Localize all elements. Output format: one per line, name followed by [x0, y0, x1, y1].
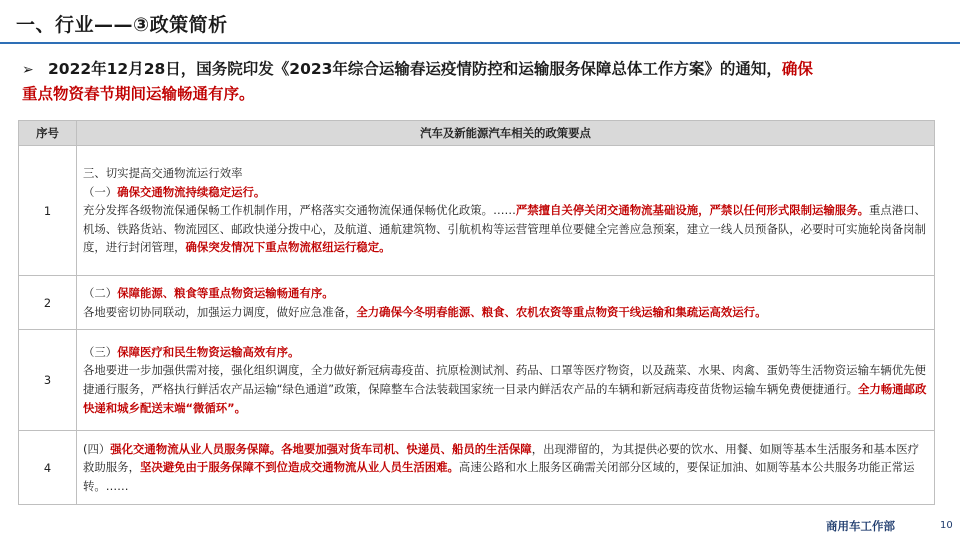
policy-table	[18, 120, 935, 505]
header-policy: 汽车及新能源汽车相关的政策要点	[77, 121, 935, 146]
table-header-row	[19, 121, 935, 146]
body-highlight: 全力畅通邮政快递和城乡配送末端“微循环”。	[83, 382, 927, 415]
body-highlight: 坚决避免由于服务保障不到位造成交通物流从业人员生活困难。	[139, 460, 459, 475]
body-text: ，出现滞留的，为其提供必要的饮水、用餐、如厕等基本生活服务和基本医疗救助服务，	[83, 441, 919, 475]
item-body	[83, 361, 928, 417]
table-row	[19, 276, 935, 330]
bullet-highlight-2: 重点物资春节期间运输畅通有序。	[22, 85, 255, 103]
item-title: 保障能源、粮食等重点物资运输畅通有序。	[117, 285, 334, 300]
page-number: 10	[940, 520, 953, 531]
row-content	[77, 330, 935, 431]
body-text: 重点港口、机场、铁路货站、物流园区、邮政快递分拨中心，及航道、通航建筑物、引航机构等运营管理单位要健全完善应急预案，建立一线人员预备队，必要时可实施轮岗备岗制度，进行封闭管理，	[83, 203, 926, 255]
body-highlight: 严禁擅自关停关闭交通物流基础设施，严禁以任何形式限制运输服务。	[515, 203, 869, 218]
row-content	[77, 431, 935, 505]
item-heading	[83, 284, 928, 303]
item-prefix: （一）	[83, 184, 118, 199]
table-row	[19, 330, 935, 431]
item-title: 确保交通物流持续稳定运行。	[117, 184, 266, 199]
row-number: 3	[19, 330, 77, 431]
item-title: 保障医疗和民生物资运输高效有序。	[117, 344, 300, 359]
item-heading	[83, 343, 928, 362]
bullet-text: 2022年12月28日，国务院印发《2023年综合运输春运疫情防控和运输服务保障总体工作方案》的通知，	[48, 60, 782, 78]
row-content	[77, 146, 935, 276]
footer-department: 商用车工作部	[826, 519, 895, 533]
arrow-bullet-icon: ➢	[22, 62, 34, 78]
item-prefix: （二）	[83, 285, 118, 300]
section-heading: 三、切实提高交通物流运行效率	[83, 166, 243, 181]
item-title: 强化交通物流从业人员服务保障。各地要加强对货车司机、快递员、船员的生活保障	[110, 441, 532, 456]
title-divider	[0, 42, 960, 44]
body-text: 各地要密切协同联动，加强运力调度，做好应急准备，	[83, 304, 357, 319]
body-text: 充分发挥各级物流保通保畅工作机制作用，严格落实交通物流保通保畅优化政策。……	[83, 203, 516, 218]
item-body	[83, 440, 928, 496]
body-highlight: 确保突发情况下重点物流枢纽运行稳定。	[185, 240, 391, 255]
bullet-highlight-1: 确保	[781, 60, 813, 78]
table-row	[19, 431, 935, 505]
slide-title: 一、行业——③政策简析	[16, 14, 228, 36]
item-heading	[83, 183, 928, 202]
body-highlight: 全力确保今冬明春能源、粮食、农机农资等重点物资干线运输和集疏运高效运行。	[356, 304, 767, 319]
row-number: 4	[19, 431, 77, 505]
header-index: 序号	[19, 121, 77, 146]
item-body	[83, 201, 928, 257]
row-number: 1	[19, 146, 77, 276]
headline-bullet	[22, 57, 932, 106]
body-text: 高速公路和水上服务区确需关闭部分区域的，要保证加油、如厕等基本公共服务功能正常运转。……	[83, 460, 915, 493]
body-text: 各地要进一步加强供需对接，强化组织调度，全力做好新冠病毒疫苗、抗原检测试剂、药品、口罩等医疗物资，以及蔬菜、水果、肉禽、蛋奶等生活物资运输车辆优先便捷通行服务，严格执行鲜活农产品运输“绿色通道”政策，保障整车合法装载国家统一目录内鲜活农产品的车辆和新冠病毒疫苗货物运输车辆免费便捷通行。	[83, 363, 926, 396]
table-row	[19, 146, 935, 276]
item-prefix: （三）	[83, 344, 118, 359]
row-content	[77, 276, 935, 330]
item-body	[83, 303, 928, 322]
item-prefix: (四）	[83, 441, 111, 456]
row-number: 2	[19, 276, 77, 330]
